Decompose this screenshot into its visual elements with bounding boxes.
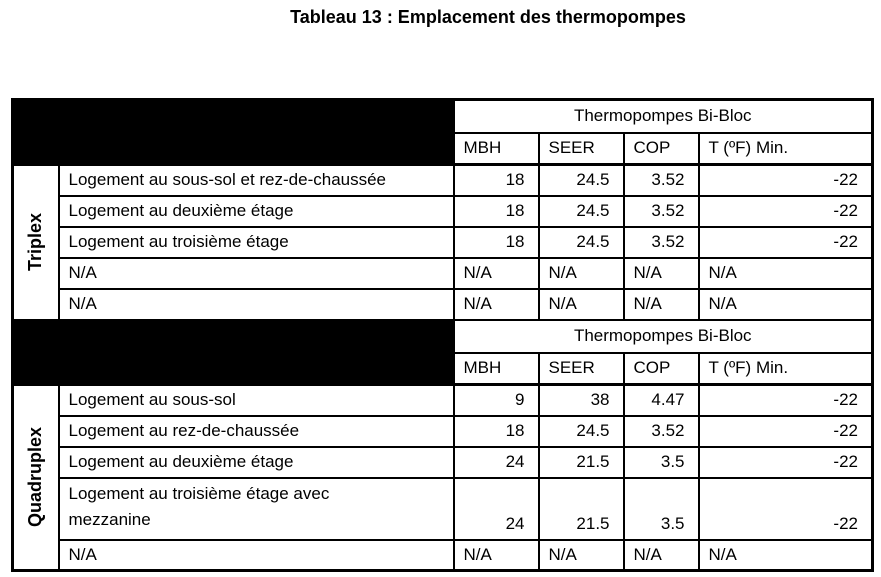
col-header-mbh xyxy=(454,353,539,385)
cop-value: N/A xyxy=(624,258,699,289)
cop-value: 3.52 xyxy=(624,416,699,447)
tmin-value: N/A xyxy=(699,540,873,571)
mbh-value: 18 xyxy=(454,416,539,447)
mbh-value: 18 xyxy=(454,227,539,258)
seer-value: N/A xyxy=(539,289,624,320)
seer-value: 38 xyxy=(539,385,624,416)
seer-value: 24.5 xyxy=(539,416,624,447)
col-header-tmin xyxy=(699,353,873,385)
row-label-cell: Logement au troisième étage avec mezzanine xyxy=(59,478,454,540)
section2-redacted-block xyxy=(13,320,454,385)
cop-value: 3.52 xyxy=(624,227,699,258)
mbh-value: N/A xyxy=(454,289,539,320)
mbh-value: 24 xyxy=(454,447,539,478)
row-label-cell: Logement au deuxième étage xyxy=(59,447,454,478)
table-row xyxy=(13,416,873,447)
seer-value: 21.5 xyxy=(539,447,624,478)
mbh-value: 18 xyxy=(454,196,539,227)
section1-label: Triplex xyxy=(25,212,46,272)
seer-value: 24.5 xyxy=(539,165,624,196)
tmin-value: -22 xyxy=(699,447,873,478)
row-label-cell: N/A xyxy=(59,540,454,571)
col-header-cop-label: COP xyxy=(633,138,671,158)
col-header-cop xyxy=(624,133,699,165)
section1-redacted-block xyxy=(13,100,454,165)
table-row xyxy=(13,227,873,258)
tmin-value: -22 xyxy=(699,385,873,416)
col-header-cop xyxy=(624,353,699,385)
cop-value: 4.47 xyxy=(624,385,699,416)
table-row xyxy=(13,196,873,227)
row-label-cell: Logement au sous-sol et rez-de-chaussée xyxy=(59,165,454,196)
group-header-label: Thermopompes Bi-Bloc xyxy=(573,326,752,345)
seer-value: 21.5 xyxy=(539,478,624,540)
section2-group-header-row xyxy=(13,320,873,353)
table-row xyxy=(13,258,873,289)
section1-label-cell xyxy=(13,165,59,320)
cop-value: N/A xyxy=(624,289,699,320)
thermopompes-table xyxy=(11,98,874,572)
seer-value: N/A xyxy=(539,540,624,571)
col-header-mbh-label: MBH xyxy=(463,358,502,378)
mbh-value: N/A xyxy=(454,258,539,289)
mbh-value: 9 xyxy=(454,385,539,416)
row-label-cell: Logement au troisième étage xyxy=(59,227,454,258)
mbh-value: 24 xyxy=(454,478,539,540)
section2-label-cell xyxy=(13,385,59,571)
cop-value: 3.5 xyxy=(624,447,699,478)
tmin-value: N/A xyxy=(699,289,873,320)
section2-group-header xyxy=(454,320,873,353)
col-header-tmin-label: T (ºF) Min. xyxy=(708,138,789,158)
tmin-value: -22 xyxy=(699,478,873,540)
col-header-mbh xyxy=(454,133,539,165)
table-row xyxy=(13,540,873,571)
seer-value: 24.5 xyxy=(539,196,624,227)
tmin-value: -22 xyxy=(699,165,873,196)
section1-group-header-row xyxy=(13,100,873,133)
cop-value: 3.52 xyxy=(624,196,699,227)
row-label-cell: Logement au sous-sol xyxy=(59,385,454,416)
tmin-value: N/A xyxy=(699,258,873,289)
col-header-seer xyxy=(539,353,624,385)
row-label-cell: Logement au rez-de-chaussée xyxy=(59,416,454,447)
tmin-value: -22 xyxy=(699,227,873,258)
mbh-value: 18 xyxy=(454,165,539,196)
col-header-tmin xyxy=(699,133,873,165)
section1-group-header xyxy=(454,100,873,133)
table-row xyxy=(13,447,873,478)
section2-label: Quadruplex xyxy=(25,427,46,528)
cop-value: 3.5 xyxy=(624,478,699,540)
table-title: Tableau 13 : Emplacement des thermopompes xyxy=(290,7,686,27)
row-label-cell: N/A xyxy=(59,258,454,289)
col-header-seer-label: SEER xyxy=(548,358,595,378)
col-header-cop-label: COP xyxy=(633,358,671,378)
col-header-seer xyxy=(539,133,624,165)
table-row xyxy=(13,385,873,416)
col-header-seer-label: SEER xyxy=(548,138,595,158)
table-row xyxy=(13,289,873,320)
table-row xyxy=(13,478,873,540)
cop-value: N/A xyxy=(624,540,699,571)
col-header-tmin-label: T (ºF) Min. xyxy=(708,358,789,378)
col-header-mbh-label: MBH xyxy=(463,138,502,158)
group-header-label: Thermopompes Bi-Bloc xyxy=(573,106,752,126)
seer-value: 24.5 xyxy=(539,227,624,258)
mbh-value: N/A xyxy=(454,540,539,571)
cop-value: 3.52 xyxy=(624,165,699,196)
row-label-cell: N/A xyxy=(59,289,454,320)
row-label-cell: Logement au deuxième étage xyxy=(59,196,454,227)
tmin-value: -22 xyxy=(699,196,873,227)
seer-value: N/A xyxy=(539,258,624,289)
tmin-value: -22 xyxy=(699,416,873,447)
table-row xyxy=(13,165,873,196)
